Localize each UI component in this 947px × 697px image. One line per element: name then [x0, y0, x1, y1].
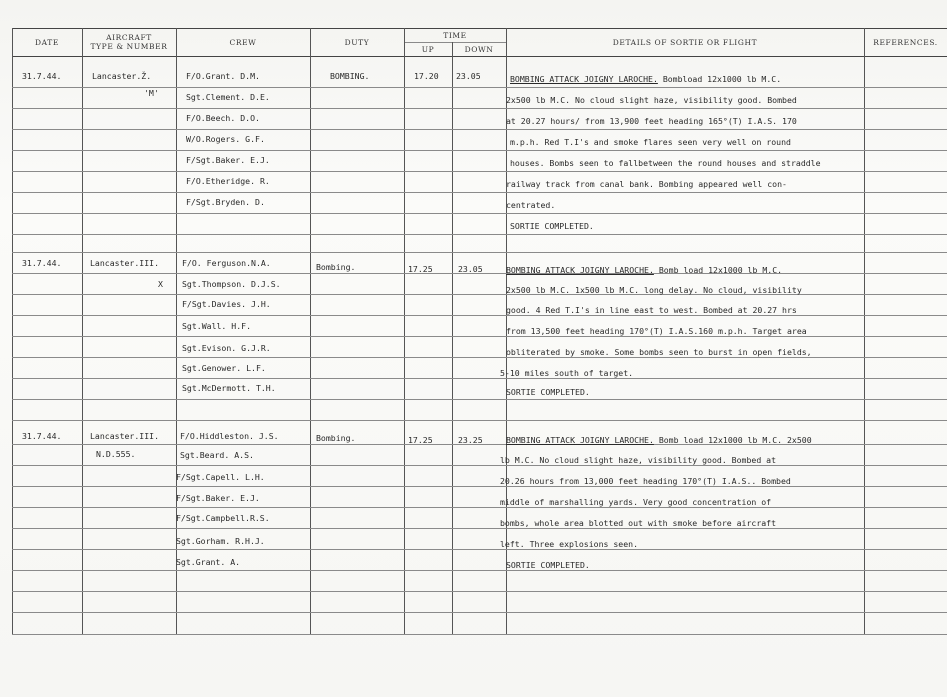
sortie-aircraft-code: N.D.555. [96, 449, 136, 459]
sortie-status: SORTIE COMPLETED. [506, 560, 590, 570]
crew-member: F/O.Grant. D.M. [186, 71, 260, 81]
row-rule [12, 399, 947, 400]
header-aircraft: AIRCRAFT TYPE & NUMBER [90, 33, 168, 51]
sortie-status: SORTIE COMPLETED. [506, 387, 590, 397]
sortie-details-line: m.p.h. Red T.I's and smoke flares seen very well on round [510, 137, 791, 147]
crew-member: F/Sgt.Campbell.R.S. [176, 513, 270, 523]
sortie-details-line: houses. Bombs seen to fallbetween the round houses and straddle [510, 158, 821, 168]
sortie-details-line: 20.26 hours from 13,000 feet heading 170°(T) I.A.S.. Bombed [500, 476, 791, 486]
col-rule-2 [82, 28, 83, 634]
crew-member: F/O.Beech. D.O. [186, 113, 260, 123]
crew-member: Sgt.Thompson. D.J.S. [182, 279, 281, 289]
row-rule [12, 252, 947, 253]
sortie-aircraft: Lancaster.III. [90, 258, 160, 268]
row-rule [12, 336, 947, 337]
col-rule-1 [12, 28, 13, 634]
sortie-details-line: lb M.C. No cloud slight haze, visibility good. Bombed at [500, 455, 777, 465]
sortie-details-line: at 20.27 hours/ from 13,900 feet heading 165°(T) I.A.S. 170 [506, 116, 797, 126]
row-rule [12, 315, 947, 316]
row-rule [12, 150, 947, 151]
sortie-details-line: BOMBING ATTACK JOIGNY LAROCHE. Bomb load 12x1000 lb M.C. 2x500 [506, 435, 812, 445]
crew-member: Sgt.Gorham. R.H.J. [176, 536, 265, 546]
sortie-details-line: obliterated by smoke. Some bombs seen to burst in open fields, [506, 347, 812, 357]
header-up: UP [421, 44, 435, 54]
crew-member: F/Sgt.Baker. E.J. [176, 493, 260, 503]
row-rule [12, 108, 947, 109]
col-rule-4 [310, 28, 311, 634]
sortie-details-line: railway track from canal bank. Bombing appeared well con- [506, 179, 787, 189]
crew-member: W/O.Rogers. G.F. [186, 134, 265, 144]
crew-member: F/Sgt.Capell. L.H. [176, 472, 265, 482]
sortie-details-line: centrated. [506, 200, 556, 210]
row-rule [12, 612, 947, 613]
row-rule [12, 129, 947, 130]
row-rule [12, 549, 947, 550]
sortie-details-line: 2x500 lb M.C. 1x500 lb M.C. long delay. No cloud, visibility [506, 285, 802, 295]
header-time: TIME [443, 30, 467, 40]
sortie-aircraft-code: 'M' [144, 88, 159, 98]
sortie-details-line: middle of marshalling yards. Very good concentration of [500, 497, 772, 507]
sortie-duty: BOMBING. [330, 71, 370, 81]
sortie-aircraft: Lancaster.Ž. [92, 71, 152, 81]
sortie-title: BOMBING ATTACK JOIGNY LAROCHE. [506, 265, 654, 275]
sortie-details-line: good. 4 Red T.I's in line east to west. Bombed at 20.27 hrs [506, 305, 797, 315]
row-rule [12, 507, 947, 508]
crew-member: F/Sgt.Bryden. D. [186, 197, 265, 207]
sortie-date: 31.7.44. [22, 258, 62, 268]
row-rule [12, 486, 947, 487]
row-rule [12, 465, 947, 466]
sortie-title: BOMBING ATTACK JOIGNY LAROCHE. [506, 435, 654, 445]
sortie-details-line: from 13,500 feet heading 170°(T) I.A.S.160 m.p.h. Target area [506, 326, 807, 336]
crew-member: Sgt.Grant. A. [176, 557, 241, 567]
time-down: 23.05 [458, 264, 483, 274]
col-rule-6 [452, 42, 453, 634]
header-crew: CREW [229, 37, 257, 47]
sortie-date: 31.7.44. [22, 71, 62, 81]
row-rule [12, 528, 947, 529]
col-rule-5 [404, 28, 405, 634]
sortie-details-line: 2x500 lb M.C. No cloud slight haze, visibility good. Bombed [506, 95, 797, 105]
row-rule [12, 171, 947, 172]
crew-member: Sgt.Clement. D.E. [186, 92, 270, 102]
row-rule [12, 213, 947, 214]
time-up: 17.20 [414, 71, 439, 81]
crew-member: F/Sgt.Davies. J.H. [182, 299, 271, 309]
crew-member: F/Sgt.Baker. E.J. [186, 155, 270, 165]
crew-member: Sgt.Evison. G.J.R. [182, 343, 271, 353]
row-rule [12, 591, 947, 592]
sortie-details-line: left. Three explosions seen. [500, 539, 639, 549]
row-rule [12, 294, 947, 295]
row-rule [12, 378, 947, 379]
row-rule [12, 634, 947, 635]
sortie-title: BOMBING ATTACK JOIGNY LAROCHE. [510, 74, 658, 84]
crew-member: F/O. Ferguson.N.A. [182, 258, 271, 268]
row-rule [12, 234, 947, 235]
sortie-details-line: BOMBING ATTACK JOIGNY LAROCHE. Bomb load 12x1000 lb M.C. [506, 265, 783, 275]
header-duty: DUTY [344, 37, 370, 47]
sortie-status: SORTIE COMPLETED. [510, 221, 594, 231]
crew-member: Sgt.Wall. H.F. [182, 321, 252, 331]
crew-member: Sgt.McDermott. T.H. [182, 383, 276, 393]
time-up: 17.25 [408, 435, 433, 445]
rule-header-bottom [12, 56, 947, 57]
rule-top [12, 28, 947, 29]
sortie-details-line: bombs, whole area blotted out with smoke before aircraft [500, 518, 777, 528]
header-down: DOWN [464, 44, 494, 54]
time-down: 23.05 [456, 71, 481, 81]
row-rule [12, 570, 947, 571]
sortie-duty: Bombing. [316, 433, 356, 443]
sortie-details-line: BOMBING ATTACK JOIGNY LAROCHE. Bombload 12x1000 lb M.C. [510, 74, 782, 84]
crew-member: F/O.Hiddleston. J.S. [180, 431, 279, 441]
col-rule-8 [864, 28, 865, 634]
sortie-aircraft: Lancaster.III. [90, 431, 160, 441]
time-down: 23.25 [458, 435, 483, 445]
sortie-date: 31.7.44. [22, 431, 62, 441]
sortie-duty: Bombing. [316, 262, 356, 272]
sortie-aircraft-code: X [158, 279, 163, 289]
time-up: 17.25 [408, 264, 433, 274]
header-details: DETAILS OF SORTIE OR FLIGHT [612, 37, 758, 47]
crew-member: F/O.Etheridge. R. [186, 176, 270, 186]
crew-member: Sgt.Genower. L.F. [182, 363, 266, 373]
sortie-details-line: 5-10 miles south of target. [500, 368, 634, 378]
row-rule [12, 420, 947, 421]
rule-time-split [404, 42, 506, 43]
crew-member: Sgt.Beard. A.S. [180, 450, 254, 460]
header-references: REFERENCES. [873, 37, 938, 47]
row-rule [12, 192, 947, 193]
header-date: DATE [35, 37, 59, 47]
